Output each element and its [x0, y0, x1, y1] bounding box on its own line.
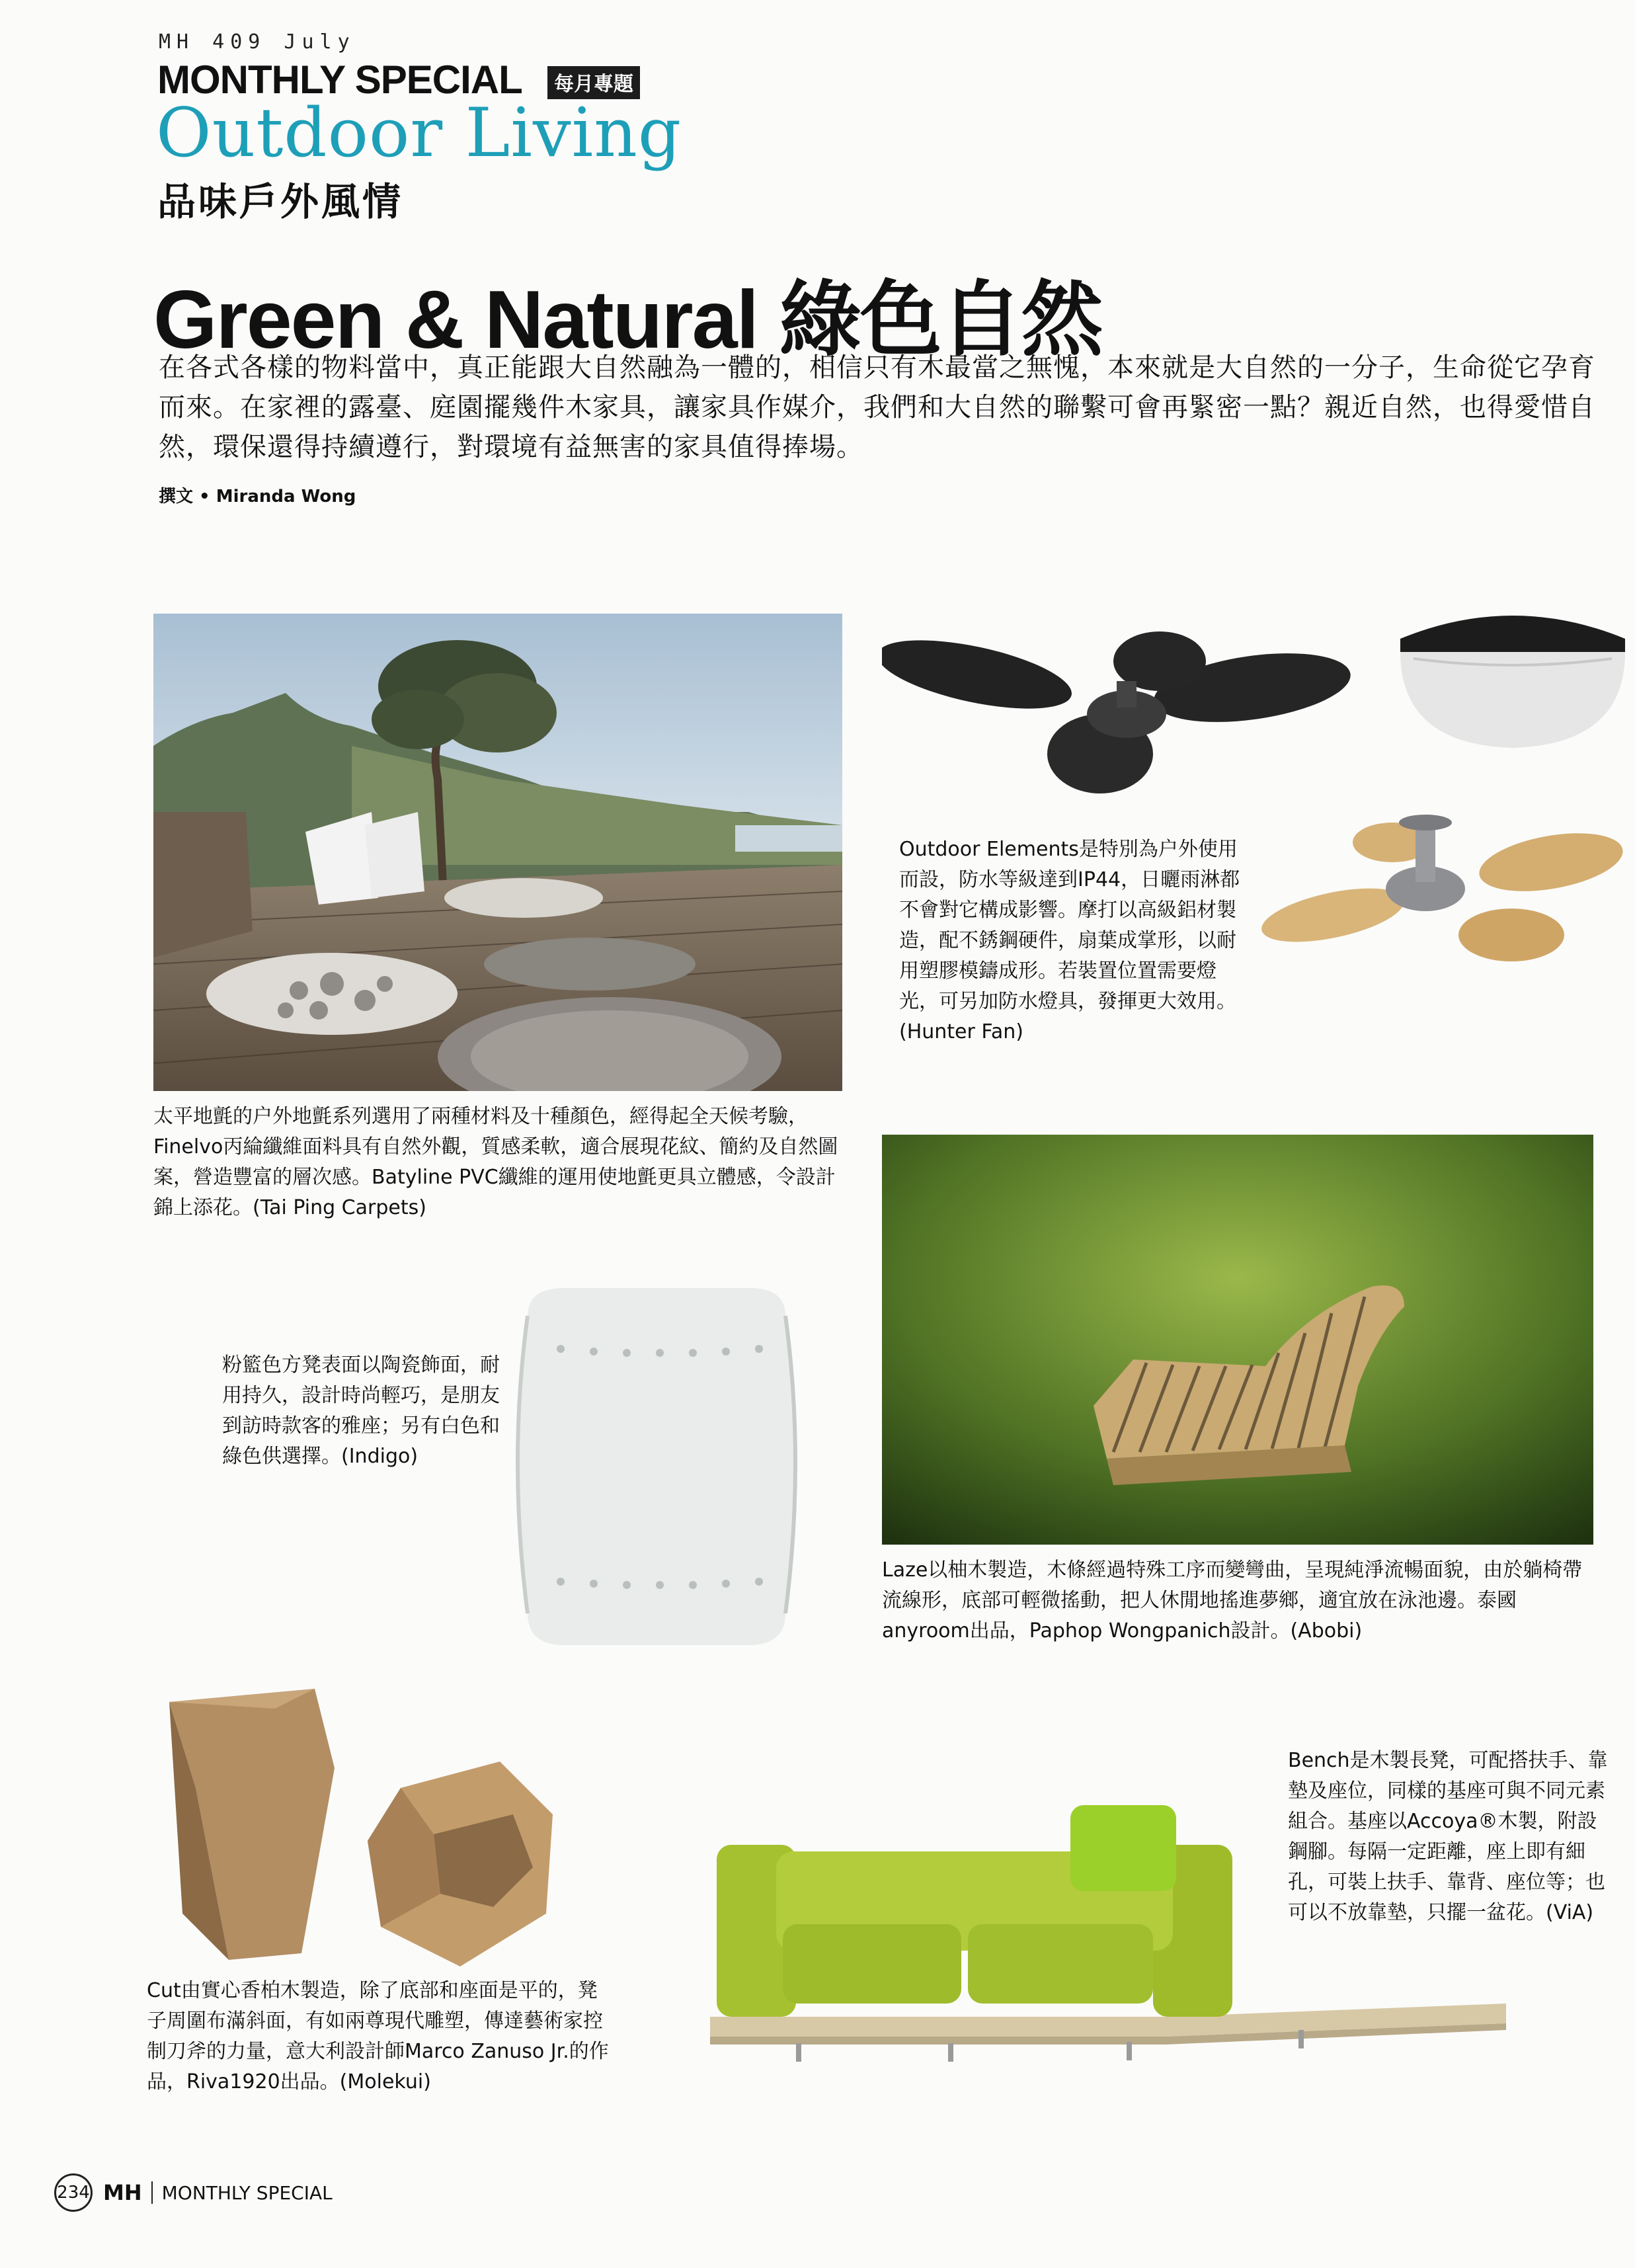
footer-brand: MH: [103, 2180, 142, 2205]
ceramic-stool-photo: [501, 1283, 812, 1653]
caption-cut: Cut由實心香柏木製造，除了底部和座面是平的，凳子周圍布滿斜面，有如兩尊現代雕塑，傳達藝術家控制刀斧的力量，意大利設計師Marco Zanuso Jr.的作品，Riva1920出品。(Molekui): [147, 1979, 609, 2093]
laze-lounger-photo: [882, 1135, 1593, 1545]
section-title: MONTHLY SPECIAL: [157, 58, 522, 102]
section-tag: 每月專題: [547, 66, 640, 99]
page-footer: [54, 2173, 333, 2212]
caption-laze: Laze以柚木製造，木條經過特殊工序而變彎曲，呈現純淨流暢面貌，由於躺椅帶流線形，底部可輕微搖動，把人休閒地搖進夢鄉，適宜放在泳池邊。泰國anyroom出品，Paphop Wongpanich設計。(Abobi): [882, 1559, 1583, 1642]
cut-stools-photo: [156, 1689, 586, 1973]
footer-section: MONTHLY SPECIAL: [161, 2181, 333, 2204]
page-number: 234: [54, 2173, 93, 2212]
caption-fan: Outdoor Elements是特別為户外使用而設，防水等級達到IP44，日曬雨淋都不會對它構成影響。摩打以高級鋁材製造，配不銹鋼硬件，扇葉成掌形，以耐用塑膠模鑄成形。若裝置位置需要燈光，可另加防水燈具，發揮更大效用。(Hunter Fan): [899, 838, 1240, 1043]
footer-divider: [151, 2181, 153, 2204]
ceiling-light-photo: [1387, 599, 1635, 751]
feature-subtitle: 品味戶外風情: [157, 179, 404, 224]
ceiling-fan-wood-photo: [1260, 803, 1630, 968]
article-headline: Green & Natural 綠色自然: [153, 274, 1102, 366]
issue-label: MH 409 July: [159, 30, 356, 54]
ceiling-fan-black-photo: [882, 622, 1365, 807]
article-intro: 在各式各樣的物料當中，真正能跟大自然融為一體的，相信只有木最當之無愧，本來就是大自然的一分子，生命從它孕育而來。在家裡的露臺、庭園擺幾件木家具，讓家具作媒介，我們和大自然的聯繫可會再緊密一點？親近自然，也得愛惜自然，環保還得持續遵行，對環境有益無害的家具值得捧場。: [159, 352, 1595, 462]
caption-carpets: 太平地氈的户外地氈系列選用了兩種材料及十種顏色，經得起全天候考驗， Finelvo丙綸纖維面料具有自然外觀，質感柔軟，適合展現花紋、簡約及自然圖案，營造豐富的層次感。Batyline PVC纖維的運用使地氈更具立體感，令設計錦上添花。(Tai Ping Carpets): [153, 1105, 838, 1219]
byline: 撰文 • Miranda Wong: [159, 487, 356, 506]
caption-bench: Bench是木製長凳，可配搭扶手、靠墊及座位，同樣的基座可與不同元素組合。基座以Accoya®木製，附設鋼腳。每隔一定距離，座上即有細孔，可裝上扶手、靠背、座位等；也可以不放靠墊，只擺一盆花。(ViA): [1288, 1749, 1608, 1924]
feature-title: Outdoor Living: [156, 94, 682, 173]
caption-stool: 粉籃色方凳表面以陶瓷飾面，耐用持久，設計時尚輕巧，是朋友到訪時款客的雅座；另有白色和綠色供選擇。(Indigo): [222, 1354, 500, 1468]
rugs-deck-photo: [153, 614, 842, 1091]
